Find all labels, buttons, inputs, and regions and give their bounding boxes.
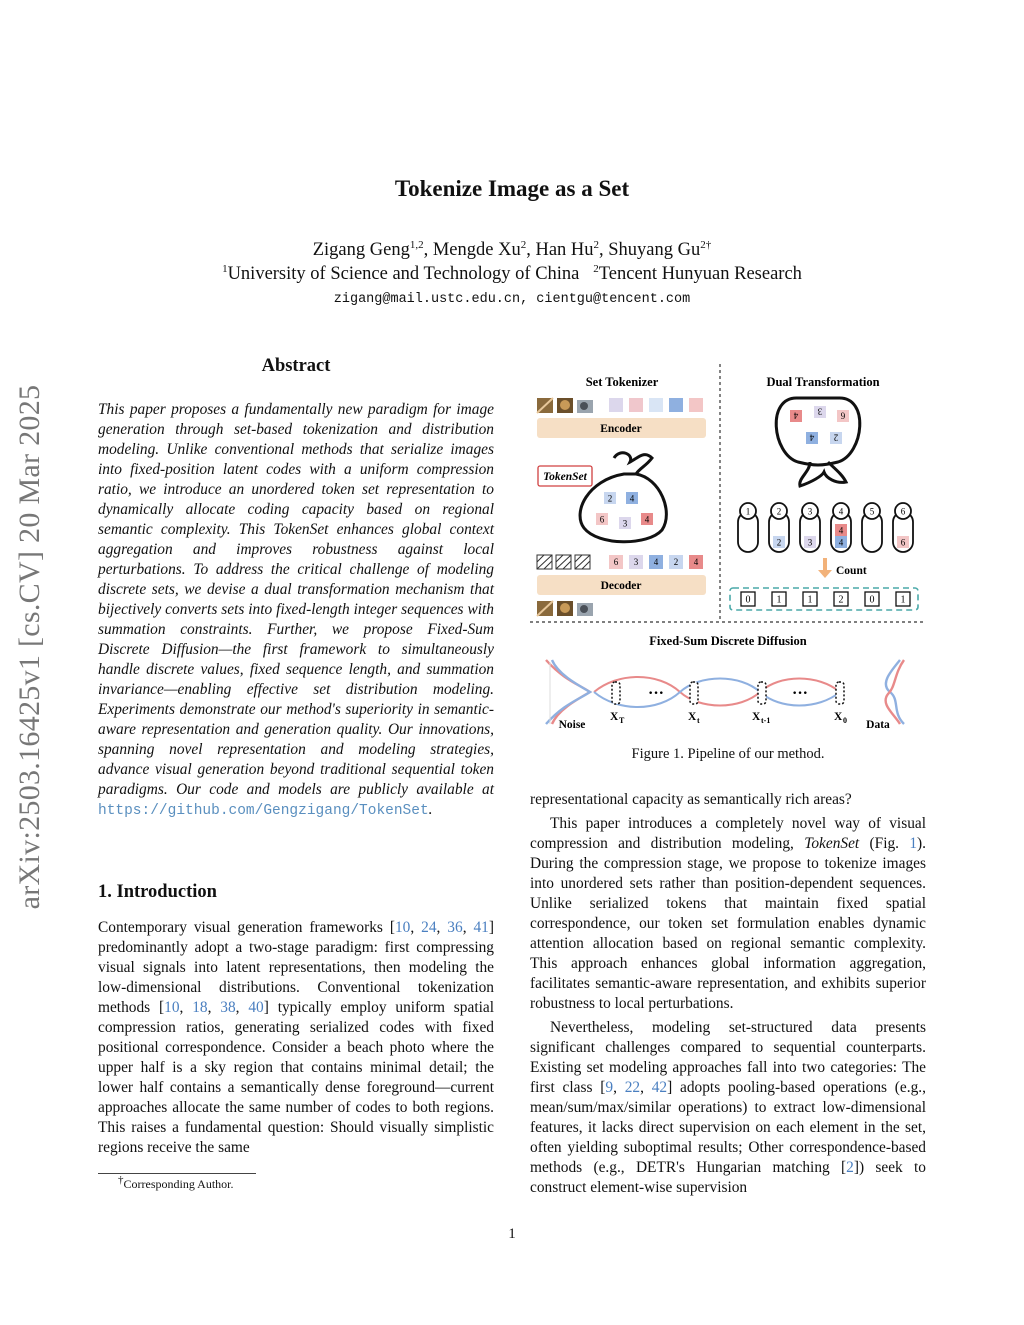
paragraph-text: Nevertheless, modeling set-structured data presents significant challenges compared to sequential counterparts. Existing set modeling approaches fall into two categories: The first class [ bbox=[530, 1019, 926, 1096]
state-labels bbox=[610, 711, 847, 725]
svg-text:6: 6 bbox=[613, 557, 619, 567]
bin-number: 5 bbox=[869, 506, 875, 517]
author-separator: , bbox=[526, 240, 536, 260]
bin-6 bbox=[893, 503, 913, 552]
paragraph-text: , bbox=[207, 999, 221, 1016]
affiliation-gap bbox=[579, 264, 593, 284]
paragraph-text: (Fig. bbox=[859, 835, 910, 852]
input-image-patches bbox=[537, 398, 593, 413]
paragraph-text: ] predominantly adopt a two-stage paradigm: first compressing visual signals into latent representations, then modeling the low-dimensional distributions. Conventional tokenization methods [ bbox=[98, 919, 494, 1016]
citation-link[interactable]: 9 bbox=[605, 1079, 614, 1096]
bin-token: 6 bbox=[900, 537, 906, 548]
code-link[interactable]: https://github.com/Gengzigang/TokenSet bbox=[98, 803, 429, 819]
count-label: Count bbox=[836, 565, 867, 577]
count-value: 0 bbox=[745, 594, 751, 606]
citation-link[interactable]: 18 bbox=[192, 999, 208, 1016]
count-value: 1 bbox=[807, 594, 813, 606]
svg-text:4: 4 bbox=[653, 557, 659, 567]
bin-token: 4 bbox=[838, 525, 844, 536]
paragraph-text: Contemporary visual generation frameworks [ bbox=[98, 919, 395, 936]
paragraph-text: , bbox=[235, 999, 249, 1016]
arxiv-stamp: arXiv:2503.16425v1 [cs.CV] 20 Mar 2025 bbox=[13, 384, 46, 910]
count-bins bbox=[738, 503, 913, 552]
author-emails: zigang@mail.ustc.edu.cn, cientgu@tencent.com bbox=[333, 292, 691, 307]
svg-text:2: 2 bbox=[607, 493, 613, 504]
ellipsis-1: ··· bbox=[647, 685, 665, 702]
citation-link[interactable]: 10 bbox=[164, 999, 180, 1016]
paragraph-text: ] typically employ uniform spatial compression ratios, generating serialized codes with fixed positional correspondence. Consider a beach photo where the upper half is a sky region that contains minimal detail; the lower half contains a semantically dense foreground—current approaches allocate the same number of codes to both regions. This raises a fundamental question: Should visually simplistic regions receive the same bbox=[98, 999, 494, 1156]
svg-text:t: t bbox=[697, 716, 700, 725]
citation-link[interactable]: 1 bbox=[909, 835, 918, 852]
author-name: Zigang Geng bbox=[312, 240, 410, 260]
intro-paragraph-3 bbox=[530, 1018, 926, 1198]
svg-text:3: 3 bbox=[817, 406, 823, 417]
bin-2 bbox=[769, 503, 789, 552]
svg-text:0: 0 bbox=[843, 716, 847, 725]
intro-paragraph-1-cont: representational capacity as semantically rich areas? bbox=[530, 791, 852, 808]
intro-paragraph-2 bbox=[530, 814, 926, 1014]
citation-link[interactable]: 38 bbox=[220, 999, 236, 1016]
paragraph-text: , bbox=[462, 919, 474, 936]
count-sequence bbox=[741, 592, 910, 606]
tokenset-label: TokenSet bbox=[543, 471, 587, 483]
svg-text:4: 4 bbox=[793, 410, 799, 421]
svg-text:2: 2 bbox=[833, 432, 839, 443]
ellipsis-2: ··· bbox=[791, 685, 809, 702]
paragraph-text: ). During the compression stage, we propose to tokenize images into unordered sets rather than position-dependent sequences. Unlike serialized tokens that maintain fixed spatial correspondence, our token set formulation enables dynamic attention allocation based on regional semantic complexity. This approach enhances global information aggregation, facilitates semantic-aware representation, and exhibits superior robustness to local perturbations. bbox=[530, 835, 926, 1012]
latent-tokens-top bbox=[609, 398, 703, 412]
bin-number: 1 bbox=[745, 506, 751, 517]
affiliation-mark: 2 bbox=[593, 262, 599, 275]
author-affil-mark: 2† bbox=[700, 238, 712, 251]
data-label: Data bbox=[866, 719, 890, 731]
svg-text:6: 6 bbox=[840, 410, 846, 421]
paragraph-text: ]) seek to construct element-wise supervision bbox=[530, 1159, 927, 1196]
svg-text:T: T bbox=[619, 716, 625, 725]
bin-number: 6 bbox=[900, 506, 906, 517]
svg-text:6: 6 bbox=[599, 514, 605, 525]
diffusion-states bbox=[612, 682, 844, 704]
bin-token: 2 bbox=[776, 537, 782, 548]
paragraph-text: ] adopts pooling-based operations (e.g., mean/sum/max/similar operations) to extract low-dimensional features, it lacks direct supervision on each element in the set, often yielding suboptimal results; Other correspondence-based methods (e.g., DETR's Hungarian matching [ bbox=[530, 1079, 926, 1176]
bin-1 bbox=[738, 503, 758, 552]
affiliation-mark: 1 bbox=[222, 262, 228, 275]
svg-text:t-1: t-1 bbox=[761, 716, 771, 725]
author-separator: , bbox=[423, 240, 433, 260]
abstract-heading: Abstract bbox=[261, 356, 331, 376]
citation-link[interactable]: 2 bbox=[846, 1159, 854, 1176]
bin-token: 3 bbox=[807, 537, 813, 548]
svg-text:2: 2 bbox=[673, 557, 679, 567]
count-value: 1 bbox=[900, 594, 906, 606]
dual-transform-title: Dual Transformation bbox=[766, 375, 880, 389]
abstract-end: . bbox=[428, 801, 433, 818]
inverted-bag-tokens bbox=[790, 406, 849, 444]
count-value: 2 bbox=[838, 594, 844, 606]
svg-text:X: X bbox=[834, 711, 843, 723]
bag-tokens bbox=[596, 492, 653, 529]
svg-text:X: X bbox=[610, 711, 619, 723]
decoded-tokens bbox=[609, 555, 703, 569]
bin-number: 4 bbox=[838, 506, 844, 517]
paragraph-text: , bbox=[640, 1079, 652, 1096]
figure-pipeline bbox=[528, 362, 928, 740]
bin-token: 4 bbox=[838, 537, 844, 548]
output-image-patches bbox=[537, 601, 593, 616]
figure-caption: Figure 1. Pipeline of our method. bbox=[631, 746, 825, 762]
citation-link[interactable]: 22 bbox=[624, 1079, 641, 1096]
citation-link[interactable]: 10 bbox=[394, 919, 411, 936]
set-tokenizer-title: Set Tokenizer bbox=[585, 375, 659, 389]
noise-label: Noise bbox=[558, 719, 586, 731]
bin-number: 2 bbox=[776, 506, 782, 517]
footnote bbox=[98, 1174, 494, 1192]
paragraph-text: , bbox=[179, 999, 193, 1016]
bin-5 bbox=[862, 503, 882, 552]
emphasis-text: TokenSet bbox=[804, 835, 860, 852]
data-waves bbox=[886, 660, 904, 724]
bin-3 bbox=[800, 503, 820, 552]
paper-title: Tokenize Image as a Set bbox=[394, 176, 630, 201]
affiliation-name: University of Science and Technology of China bbox=[227, 264, 580, 284]
count-value: 0 bbox=[869, 594, 875, 606]
paragraph-text: , bbox=[613, 1079, 625, 1096]
author-affil-mark: 2 bbox=[520, 238, 527, 251]
svg-text:4: 4 bbox=[809, 432, 815, 443]
svg-text:4: 4 bbox=[629, 493, 635, 504]
citation-link[interactable]: 36 bbox=[447, 919, 463, 936]
affiliation-name: Tencent Hunyuan Research bbox=[598, 264, 802, 284]
author-name: Han Hu bbox=[535, 240, 594, 260]
footnote-text: Corresponding Author. bbox=[123, 1177, 234, 1191]
encoder-label: Encoder bbox=[600, 423, 642, 435]
masked-patches bbox=[537, 555, 590, 569]
svg-text:4: 4 bbox=[644, 514, 650, 525]
abstract-text bbox=[98, 400, 494, 821]
footnote-mark: † bbox=[118, 1174, 124, 1186]
paragraph-text: , bbox=[410, 919, 422, 936]
svg-text:X: X bbox=[688, 711, 697, 723]
svg-text:3: 3 bbox=[633, 557, 639, 567]
author-separator: , bbox=[599, 240, 609, 260]
bin-4 bbox=[831, 503, 851, 552]
paragraph-text: , bbox=[436, 919, 448, 936]
affiliation-list bbox=[0, 264, 1024, 285]
abstract-body: This paper proposes a fundamentally new paradigm for image generation through set-based tokenization and distribution modeling. Unlike conventional methods that serialize images into fixed-position latent codes with a uniform compression ratio, we introduce an unordered token set representation to dynamically allocate coding capacity based on regional semantic complexity. This TokenSet enhances global context aggregation and improves robustness against local perturbations. To address the critical challenge of modeling discrete sets, we devise a dual transformation mechanism that bijectively converts sets into fixed-length integer sequences with summation constraints. Further, we propose Fixed-Sum Discrete Diffusion—the first framework to simultaneously handle discrete values, fixed sequence length, and summation invariance—enabling effective set distribution modeling. Experiments demonstrate our method's superiority in semantic-aware representation and generation quality. Our innovations, spanning novel representation and modeling strategies, advance visual generation beyond traditional sequential token paradigms. Our code and models are publicly available at bbox=[98, 401, 494, 798]
diffusion-title: Fixed-Sum Discrete Diffusion bbox=[649, 634, 807, 648]
citation-link[interactable]: 42 bbox=[651, 1079, 668, 1096]
noise-waves bbox=[546, 660, 590, 724]
count-sequence-box bbox=[730, 588, 918, 610]
count-value: 1 bbox=[776, 594, 782, 606]
author-name: Shuyang Gu bbox=[608, 240, 701, 260]
svg-text:4: 4 bbox=[693, 557, 699, 567]
right-column bbox=[530, 790, 926, 1198]
author-name: Mengde Xu bbox=[432, 240, 521, 260]
citation-link[interactable]: 24 bbox=[421, 919, 437, 936]
bin-number: 3 bbox=[807, 506, 813, 517]
author-affil-mark: 1,2 bbox=[409, 238, 424, 251]
page-number: 1 bbox=[508, 1226, 516, 1242]
citation-link[interactable]: 40 bbox=[248, 999, 264, 1016]
author-affil-mark: 2 bbox=[593, 238, 600, 251]
paragraph-text: This paper introduces a completely novel way of visual compression and distribution modeling, bbox=[530, 815, 926, 852]
svg-text:X: X bbox=[752, 711, 761, 723]
intro-heading: 1. Introduction bbox=[98, 882, 217, 902]
intro-paragraph-1 bbox=[98, 918, 494, 1158]
decoder-label: Decoder bbox=[600, 580, 642, 592]
citation-link[interactable]: 41 bbox=[473, 919, 489, 936]
author-list bbox=[0, 240, 1024, 261]
svg-text:3: 3 bbox=[622, 518, 628, 529]
